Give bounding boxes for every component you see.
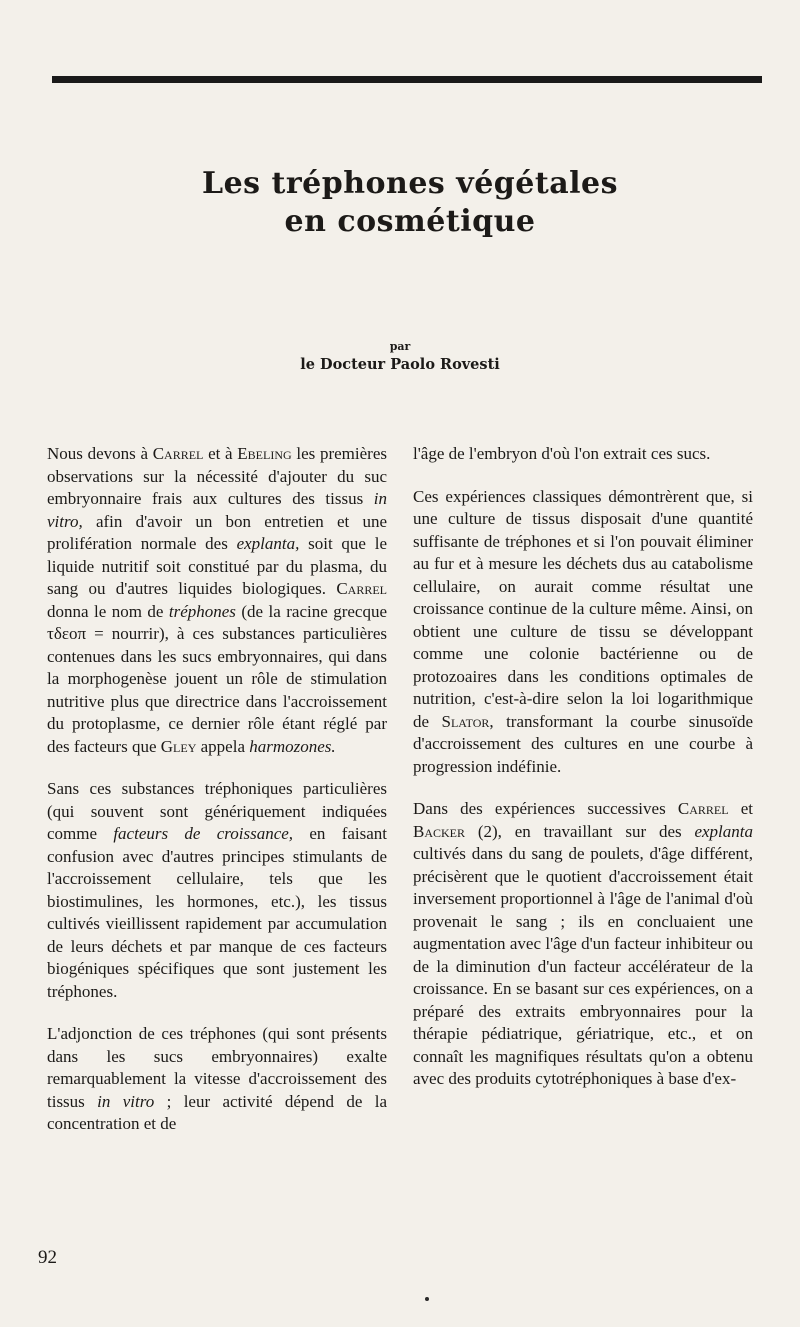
title-line-2: en cosmétique — [284, 204, 536, 239]
byline-par: par — [389, 340, 411, 353]
author-name: le Docteur Paolo Rovesti — [300, 356, 500, 373]
title-line-1: Les tréphones végétales — [201, 166, 619, 201]
paragraph: Ces expériences classiques démontrèrent que, si une culture de tissus disposait d'une quantité suffisante de tréphones et si l'on pouvait éliminer au fur et à mesure les déchets dus au catabolisme cellulaire, on aurait comme résultat une croissance continue de la culture même. Ainsi, on obtient une culture de tissu se développant comme une colonie bactérienne ou de protozoaires dans les conditions optimales de nutrition, c'est-à-dire selon la loi logarithmique de Slator, transformant la courbe sinusoïde d'accroissement des cultures en une courbe à progression indéfinie. — [413, 486, 753, 776]
left-column — [47, 443, 387, 1156]
page-number: 92 — [38, 1247, 57, 1268]
header-rule — [52, 76, 762, 83]
paragraph: l'âge de l'embryon d'où l'on extrait ces sucs. — [413, 444, 711, 463]
right-column — [413, 443, 753, 1111]
paragraph: Sans ces substances tréphoniques particulières (qui souvent sont génériquement indiquées comme facteurs de croissance, en faisant confusion avec d'autres principes stimulants de l'accroissement cellulaire, tels que les biostimulines, les hormones, etc.), les tissus cultivés vieillissent rapidement par accumulation de leurs déchets et par manque de ces facteurs biogéniques spécifiques que sont justement les tréphones. — [47, 779, 388, 1001]
paragraph: Nous devons à Carrel et à Ebeling les premières observations sur la nécessité d'ajouter du suc embryonnaire frais aux cultures des tissus in vitro, afin d'avoir un bon entretien et une prolifération normale des explanta, soit que le liquide nutritif soit constitué par du plasma, du sang ou d'autres liquides biologiques. Carrel donna le nom de tréphones (de la racine grecque τδεοπ = nourrir), à ces substances particulières contenues dans les sucs embryonnaires, qui dans la morphogenèse jouent un rôle de stimulation nutritive plus que directrice dans l'accroissement du protoplasme, ce dernier rôle étant réglé par des facteurs que Gley appela harmozones. — [47, 444, 387, 756]
bottom-mark — [425, 1297, 429, 1301]
paragraph: L'adjonction de ces tréphones (qui sont présents dans les sucs embryonnaires) exalte remarquablement la vitesse d'accroissement des tissus in vitro ; leur activité dépend de la concentration et de — [47, 1024, 388, 1133]
article-title — [0, 165, 800, 241]
paragraph: Dans des expériences successives Carrel et Backer (2), en travaillant sur des explanta cultivés dans du sang de poulets, d'âge différent, précisèrent que le quotient d'accroissement était inversement proportionnel à l'âge de l'animal d'où provenait le sang ; ils en concluaient une augmentation avec l'âge d'un facteur inhibiteur ou de la diminution d'un facteur accélérateur de la croissance. En se basant sur ces expériences, on a préparé des extraits embryonnaires pour la thérapie pédiatrique, gériatrique, etc., et on connaît les magnifiques résultats qu'on a obtenu avec des produits cytotréphoniques à base d'ex- — [413, 799, 753, 1088]
